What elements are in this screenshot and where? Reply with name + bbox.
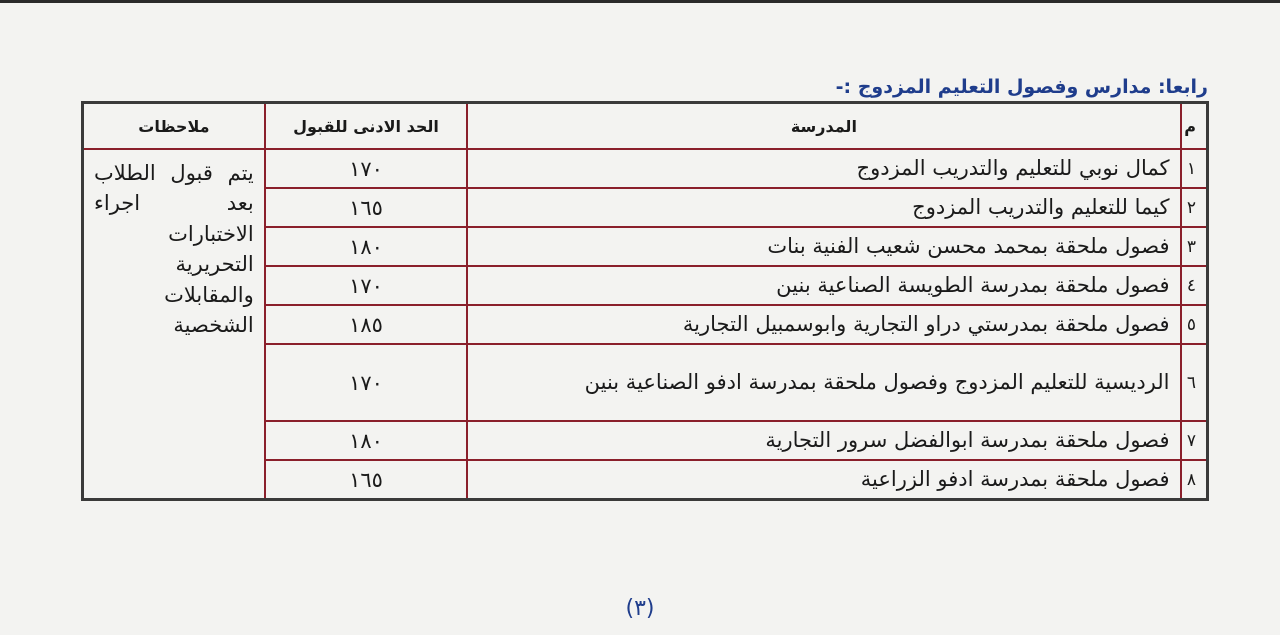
- school-name: الرديسية للتعليم المزدوج وفصول ملحقة بمدرسة ادفو الصناعية بنين: [467, 344, 1180, 421]
- row-number: ٦: [1181, 344, 1208, 421]
- section-heading: رابعا: مدارس وفصول التعليم المزدوج :-: [835, 76, 1208, 98]
- min-score: ١٨٠: [265, 421, 468, 460]
- row-number: ٨: [1181, 460, 1208, 500]
- table-header-row: [83, 103, 1208, 150]
- school-name: فصول ملحقة بمدرستي دراو التجارية وابوسمبيل التجارية: [467, 305, 1180, 344]
- school-name: كيما للتعليم والتدريب المزدوج: [467, 188, 1180, 227]
- top-edge-line: [0, 0, 1280, 3]
- row-number: ٤: [1181, 266, 1208, 305]
- page-number: (٣): [625, 596, 655, 621]
- header-notes: ملاحظات: [83, 103, 265, 150]
- admission-table: [81, 101, 1209, 501]
- header-school: المدرسة: [467, 103, 1180, 150]
- header-min-score: الحد الادنى للقبول: [265, 103, 468, 150]
- header-number: م: [1181, 103, 1208, 150]
- school-name: فصول ملحقة بمدرسة ادفو الزراعية: [467, 460, 1180, 500]
- table-row: [83, 149, 1208, 188]
- school-name: فصول ملحقة بمحمد محسن شعيب الفنية بنات: [467, 227, 1180, 266]
- row-number: ٥: [1181, 305, 1208, 344]
- row-number: ١: [1181, 149, 1208, 188]
- min-score: ١٧٠: [265, 266, 468, 305]
- row-number: ٣: [1181, 227, 1208, 266]
- school-name: كمال نوبي للتعليم والتدريب المزدوج: [467, 149, 1180, 188]
- school-name: فصول ملحقة بمدرسة ابوالفضل سرور التجارية: [467, 421, 1180, 460]
- min-score: ١٧٠: [265, 344, 468, 421]
- min-score: ١٧٠: [265, 149, 468, 188]
- row-number: ٧: [1181, 421, 1208, 460]
- min-score: ١٨٥: [265, 305, 468, 344]
- school-name: فصول ملحقة بمدرسة الطويسة الصناعية بنين: [467, 266, 1180, 305]
- row-number: ٢: [1181, 188, 1208, 227]
- min-score: ١٨٠: [265, 227, 468, 266]
- min-score: ١٦٥: [265, 460, 468, 500]
- min-score: ١٦٥: [265, 188, 468, 227]
- notes-cell: يتم قبول الطلاب بعد اجراء الاختبارات التحريرية والمقابلات الشخصية: [83, 149, 265, 500]
